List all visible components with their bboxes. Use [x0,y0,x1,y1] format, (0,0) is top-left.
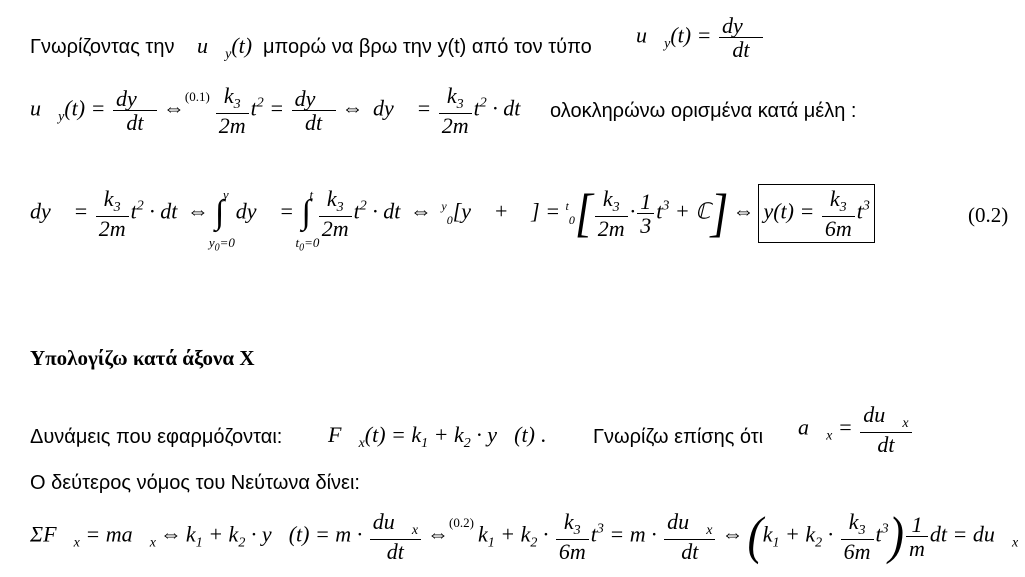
formula-uy-dy-dt: $u⃗_y(t)$ = $\frac{dy⃗}{dt}$ [636,14,765,61]
integrate-text: ολοκληρώνω ορισμένα κατά μέλη : [550,100,857,122]
forces-formula: $F⃗_x(t) = k_1 + k_2$ · y⃗(t) . [328,422,546,451]
equation-line-2: $u⃗_y(t)$ = $\frac{dy⃗}{dt}$ ⇔$^{(0.1)}$ $\frac{k_3}{2m}$ $t^2$ = $\frac{dy⃗}{dt}$ ⇔ dy⃗ = $\frac{k_3}{2m}$ $t^2$ · dt [30,83,521,138]
acceleration-formula: $a⃗_x$ = $\frac{du⃗_x}{dt}$ [798,403,914,456]
ref-0-1: (0.1) [184,89,210,105]
uy-symbol: $u⃗_y(t)$ [197,33,253,62]
equation-number: (0.2) [968,203,1009,227]
intro-text-2: μπορώ να βρω την y(t) από τον τύπο [263,36,592,58]
ref-0-2: (0.2) [449,515,474,531]
equation-newton: $\Sigma F⃗_x$ = $ma⃗_x$ ⇔ $k_1 + k_2$ · y⃗(t) = m · $\frac{du⃗_x}{dt}$ ⇔$^{(0.2)}$ $k_1 + k_2$ · $\frac{k_3}{6m}$ $t^3 = m$ · $\frac{du⃗_x}{dt}$ $\Leftrightarrow(k_1 + k_2$ · $\frac{k_3}{6m}$ $t^3$) $\frac{1}{m}$ dt = $du⃗_x$ [30,506,1019,566]
forces-label: Δυνάμεις που εφαρμόζονται: [30,426,283,448]
newton-text: Ο δεύτερος νόμος του Νεύτωνα δίνει: [30,472,360,494]
intro-text: Γνωρίζοντας την [30,36,175,58]
equation-line-3: dy⃗ = $\frac{k_3}{2m}$ $t^2$ · dt ⇔ ∫ y $y_0=0$ dy⃗ = ∫ t $t_0=0$ $\frac{k_3}{2m}$ $t^2$ · dt ⇔ $^y_0$[y⃗ + ℂ] = $^t_0$[ $\frac{k_3}{2m}$ · $\frac{1}{3}$ $t^3$ + ℂ] ⇔ y(t) = $\frac{k_3}{6m}$ $t^3$ [30,184,875,243]
result-box: y(t) = $\frac{k_3}{6m}$ $t^3$ [758,184,874,243]
section-heading: Υπολογίζω κατά άξονα Χ [30,346,255,370]
also-text: Γνωρίζω επίσης ότι [593,426,764,448]
